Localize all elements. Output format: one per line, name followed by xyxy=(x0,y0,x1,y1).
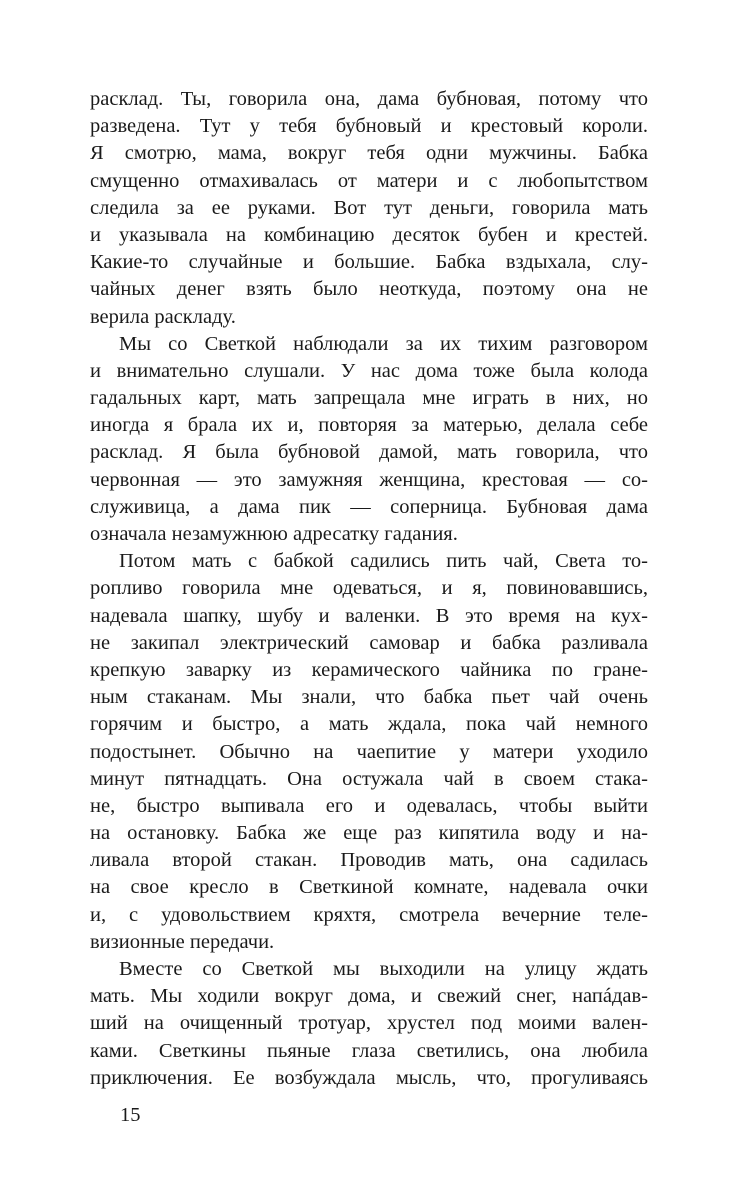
text-line: следила за ее руками. Вот тут деньги, говорила мать xyxy=(90,196,648,219)
text-line: червонная — это замужняя женщина, крестовая — со- xyxy=(90,468,648,491)
text-line: гадальных карт, мать запрещала мне играть в них, но xyxy=(90,387,648,410)
text-line: расклад. Я была бубновой дамой, мать говорила, что xyxy=(90,441,648,464)
text-line: мать. Мы ходили вокруг дома, и свежий снег, напáдав- xyxy=(90,985,648,1008)
text-line: подостынет. Обычно на чаепитие у матери уходило xyxy=(90,740,648,763)
text-line: чайных денег взять было неоткуда, поэтому она не xyxy=(90,278,648,301)
text-line: верила раскладу. xyxy=(90,305,236,328)
text-line: служивица, а дама пик — соперница. Бубновая дама xyxy=(90,495,648,518)
text-line: разведена. Тут у тебя бубновый и крестовый короли. xyxy=(90,115,648,138)
text-line: и указывала на комбинацию десяток бубен и крестей. xyxy=(90,223,648,246)
body-text xyxy=(90,86,648,1092)
text-line: ший на очищенный тротуар, хрустел под моими вален- xyxy=(90,1012,648,1035)
text-line: горячим и быстро, а мать ждала, пока чай немного xyxy=(90,713,648,736)
text-line: и внимательно слушали. У нас дома тоже была колода xyxy=(90,359,648,382)
text-line: Какие-то случайные и большие. Бабка вздыхала, слу- xyxy=(90,251,648,274)
text-line: надевала шапку, шубу и валенки. В это время на кух- xyxy=(90,604,648,627)
text-line: иногда я брала их и, повторяя за матерью, делала себе xyxy=(90,414,648,437)
text-line: Вместе со Светкой мы выходили на улицу ждать xyxy=(119,958,648,980)
page-number: 15 xyxy=(120,1104,141,1126)
text-line: ным стаканам. Мы знали, что бабка пьет чай очень xyxy=(90,686,648,709)
text-line: на остановку. Бабка же еще раз кипятила воду и на- xyxy=(90,822,648,845)
text-line: крепкую заварку из керамического чайника по гране- xyxy=(90,658,648,681)
text-line: означала незамужнюю адресатку гадания. xyxy=(90,523,458,545)
text-line: смущенно отмахивалась от матери и с любопытством xyxy=(90,169,648,192)
text-line: приключения. Ее возбуждала мысль, что, прогуливаясь xyxy=(90,1066,648,1089)
text-line: не, быстро выпивала его и одевалась, чтобы выйти xyxy=(90,794,648,817)
text-line: расклад. Ты, говорила она, дама бубновая, потому что xyxy=(90,88,648,110)
text-line: на свое кресло в Светкиной комнате, надевала очки xyxy=(90,876,648,899)
text-line: ропливо говорила мне одеваться, и я, повиновавшись, xyxy=(90,577,648,600)
text-line: и, с удовольствием кряхтя, смотрела вечерние теле- xyxy=(90,903,648,926)
paragraph xyxy=(90,331,648,549)
paragraph xyxy=(90,956,648,1092)
text-line: ливала второй стакан. Проводив мать, она садилась xyxy=(90,849,648,872)
text-line: визионные передачи. xyxy=(90,930,275,953)
text-line: ками. Светкины пьяные глаза светились, она любила xyxy=(90,1039,648,1062)
paragraph xyxy=(90,86,648,331)
text-line: Потом мать с бабкой садились пить чай, Света то- xyxy=(119,550,648,573)
text-line: не закипал электрический самовар и бабка разливала xyxy=(90,631,648,654)
text-line: минут пятнадцать. Она остужала чай в своем стака- xyxy=(90,767,648,790)
text-line: Я смотрю, мама, вокруг тебя одни мужчины. Бабка xyxy=(90,142,648,165)
paragraph xyxy=(90,548,648,956)
text-line: Мы со Светкой наблюдали за их тихим разговором xyxy=(119,332,648,355)
